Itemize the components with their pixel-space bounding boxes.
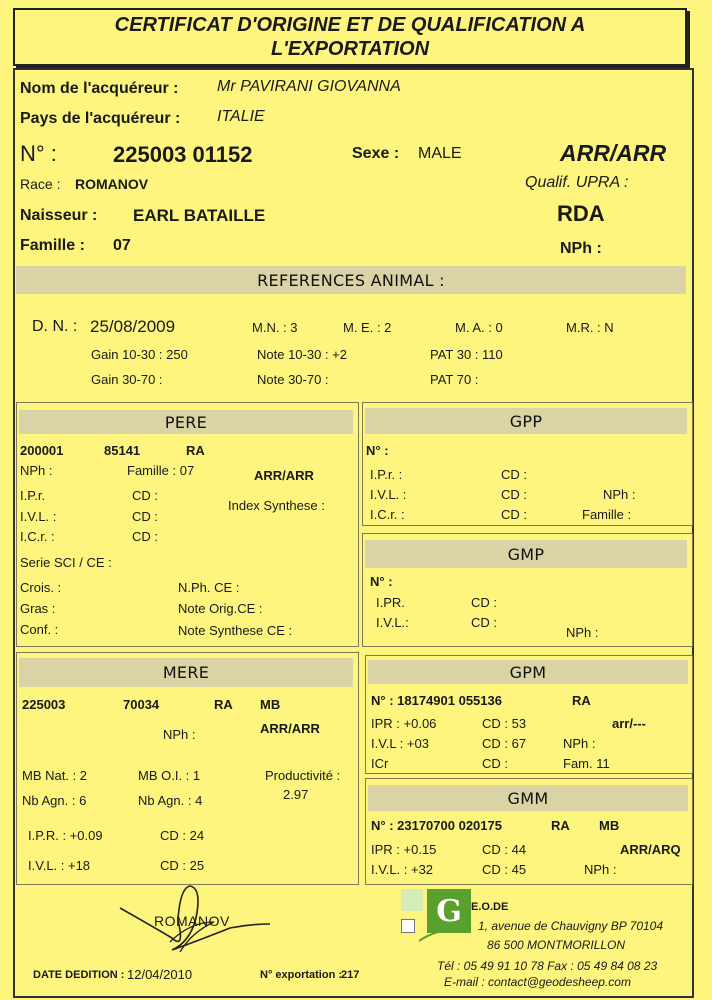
buyer-country-value: ITALIE — [217, 108, 265, 125]
ref-pat-30: PAT 30 : 110 — [430, 347, 503, 362]
birth-date-label: D. N. : — [32, 318, 78, 335]
pere-cd-2: CD : — [132, 509, 158, 524]
gmm-header — [368, 785, 688, 811]
mere-header-text: MERE — [162, 663, 210, 682]
gpp-cd-3: CD : — [501, 507, 527, 522]
gpp-cd-1: CD : — [501, 467, 527, 482]
gpm-nph: NPh : — [563, 736, 596, 751]
gmm-nph: NPh : — [584, 862, 617, 877]
gmm-number: N° : 23170700 020175 — [371, 818, 502, 833]
mere-id-3: RA — [214, 697, 233, 712]
qualif-upra-label: Qualif. UPRA : — [525, 174, 629, 191]
ref-note-3070: Note 30-70 : — [257, 372, 329, 387]
gpm-header-text: GPM — [509, 662, 547, 682]
pere-nph: NPh : — [20, 463, 53, 478]
gmm-header-text: GMM — [507, 788, 549, 808]
ref-mn: M.N. : 3 — [252, 320, 298, 335]
date-edition-value: 12/04/2010 — [127, 967, 193, 982]
buyer-country-label: Pays de l'acquéreur : — [20, 110, 181, 127]
ref-note-1030: Note 10-30 : +2 — [257, 347, 347, 362]
gpp-header-text: GPP — [509, 411, 543, 431]
mere-header — [19, 658, 353, 687]
gpp-nph: NPh : — [603, 487, 636, 502]
pere-genotype: ARR/ARR — [254, 468, 314, 483]
pere-note-synthese: Note Synthese CE : — [178, 623, 293, 638]
birth-date-value: 25/08/2009 — [90, 317, 176, 336]
gpp-icr: I.C.r. : — [370, 507, 405, 522]
gmp-cd-2: CD : — [471, 615, 497, 630]
buyer-name-label: Nom de l'acquéreur : — [20, 80, 179, 97]
race-value: ROMANOV — [75, 176, 149, 192]
gpp-ivl: I.V.L. : — [370, 487, 407, 502]
mere-productivite-value: 2.97 — [283, 787, 309, 802]
mere-productivite-label: Productivité : — [265, 768, 341, 783]
geode-address-2: 86 500 MONTMORILLON — [487, 938, 626, 952]
gmp-nph: NPh : — [566, 625, 599, 640]
ref-me: M. E. : 2 — [343, 320, 392, 335]
mere-cd-2: CD : 25 — [160, 858, 205, 873]
gpp-cd-2: CD : — [501, 487, 527, 502]
mere-genotype: ARR/ARR — [260, 721, 320, 736]
mere-nb-agn-1: Nb Agn. : 6 — [22, 793, 87, 808]
qualif-upra-value: RDA — [557, 201, 605, 226]
pere-ivl: I.V.L. : — [20, 509, 57, 524]
breeder-label: Naisseur : — [20, 207, 98, 224]
pere-cd-3: CD : — [132, 529, 158, 544]
ref-mr: M.R. : N — [566, 320, 614, 335]
pere-index-synthese: Index Synthese : — [228, 498, 325, 513]
geode-logo-letter: G — [436, 893, 462, 929]
certificate-title-line2: L'EXPORTATION — [270, 38, 430, 60]
mere-nb-agn-2: Nb Agn. : 4 — [138, 793, 203, 808]
gpp-famille: Famille : — [582, 507, 632, 522]
gmp-cd-1: CD : — [471, 595, 497, 610]
gpm-ra: RA — [572, 693, 591, 708]
mere-ivl: I.V.L. : +18 — [28, 858, 91, 873]
export-number-label: N° exportation : — [260, 969, 343, 981]
gpp-ipr: I.P.r. : — [370, 467, 403, 482]
gpm-number: N° : 18174901 055136 — [371, 693, 502, 708]
pere-famille: Famille : 07 — [127, 463, 195, 478]
pere-conf: Conf. : — [20, 622, 59, 637]
pere-cd-1: CD : — [132, 488, 158, 503]
certificate-title-line1: CERTIFICAT D'ORIGINE ET DE QUALIFICATION A — [114, 14, 586, 36]
gpm-icr: ICr — [371, 756, 389, 771]
geode-logo-text: E.O.DE — [471, 901, 509, 913]
animal-number-label: N° : — [20, 141, 57, 166]
gmm-genotype: ARR/ARQ — [620, 842, 681, 857]
gmm-cd-1: CD : 44 — [482, 842, 527, 857]
buyer-name-value: Mr PAVIRANI GIOVANNA — [217, 78, 401, 95]
gpm-cd-3: CD : — [482, 756, 508, 771]
ref-ma: M. A. : 0 — [455, 320, 503, 335]
animal-nph-label: NPh : — [560, 240, 602, 257]
gpm-header — [368, 660, 688, 684]
signature-name: ROMANOV — [154, 913, 230, 929]
pere-header-text: PERE — [164, 412, 208, 432]
gmm-ipr: IPR : +0.15 — [371, 842, 437, 857]
gmp-number: N° : — [370, 574, 393, 589]
pere-serie: Serie SCI / CE : — [20, 555, 112, 570]
pere-gras: Gras : — [20, 601, 56, 616]
gmp-header — [365, 540, 687, 568]
mere-id-4: MB — [260, 697, 281, 712]
gmm-ra: RA — [551, 818, 570, 833]
gpm-genotype: arr/--- — [612, 716, 646, 731]
gpp-header — [365, 408, 687, 434]
geode-email: E-mail : contact@geodesheep.com — [444, 975, 631, 989]
pere-crois: Crois. : — [20, 580, 62, 595]
pere-id-1: 200001 — [20, 443, 64, 458]
pere-icr: I.C.r. : — [20, 529, 55, 544]
gpm-cd-1: CD : 53 — [482, 716, 527, 731]
ref-gain-1030: Gain 10-30 : 250 — [91, 347, 188, 362]
pere-ipr: I.P.r. — [20, 488, 46, 503]
mere-ipr: I.P.R. : +0.09 — [28, 828, 103, 843]
mere-cd-1: CD : 24 — [160, 828, 205, 843]
mere-mb-oi: MB O.I. : 1 — [138, 768, 201, 783]
gmm-ivl: I.V.L. : +32 — [371, 862, 434, 877]
references-header — [16, 266, 686, 294]
pere-id-2: 85141 — [104, 443, 141, 458]
gpm-cd-2: CD : 67 — [482, 736, 527, 751]
family-label: Famille : — [20, 237, 85, 254]
pere-nph-ce: N.Ph. CE : — [178, 580, 240, 595]
mere-id-1: 225003 — [22, 697, 66, 712]
gmm-mb: MB — [599, 818, 620, 833]
geode-address-1: 1, avenue de Chauvigny BP 70104 — [478, 919, 664, 933]
sex-value: MALE — [418, 145, 462, 162]
geode-tel-fax: Tél : 05 49 91 10 78 Fax : 05 49 84 08 23 — [437, 959, 658, 973]
mere-id-2: 70034 — [123, 697, 160, 712]
date-edition-label: DATE DEDITION : — [33, 969, 125, 981]
references-header-text: REFERENCES ANIMAL : — [257, 270, 445, 290]
pere-id-3: RA — [186, 443, 205, 458]
pere-header — [19, 410, 353, 434]
gmm-cd-2: CD : 45 — [482, 862, 527, 877]
race-label: Race : — [20, 176, 61, 192]
sex-label: Sexe : — [352, 145, 400, 162]
gpm-ipr: IPR : +0.06 — [371, 716, 437, 731]
gmp-ivl: I.V.L.: — [376, 615, 409, 630]
gpm-ivl: I.V.L : +03 — [371, 736, 429, 751]
animal-number-value: 225003 01152 — [113, 142, 253, 167]
ref-gain-3070: Gain 30-70 : — [91, 372, 163, 387]
family-value: 07 — [113, 237, 131, 254]
geode-logo — [401, 889, 471, 941]
gpp-number: N° : — [366, 443, 389, 458]
gmp-header-text: GMP — [507, 544, 545, 564]
ref-pat-70: PAT 70 : — [430, 372, 479, 387]
pere-note-orig: Note Orig.CE : — [178, 601, 263, 616]
gmp-ipr: I.PR. — [376, 595, 405, 610]
mere-mb-nat: MB Nat. : 2 — [22, 768, 88, 783]
animal-genotype: ARR/ARR — [560, 140, 667, 166]
gpm-fam: Fam. 11 — [563, 756, 610, 771]
export-number-value: 217 — [341, 969, 360, 981]
breeder-value: EARL BATAILLE — [133, 206, 266, 225]
mere-nph: NPh : — [163, 727, 196, 742]
